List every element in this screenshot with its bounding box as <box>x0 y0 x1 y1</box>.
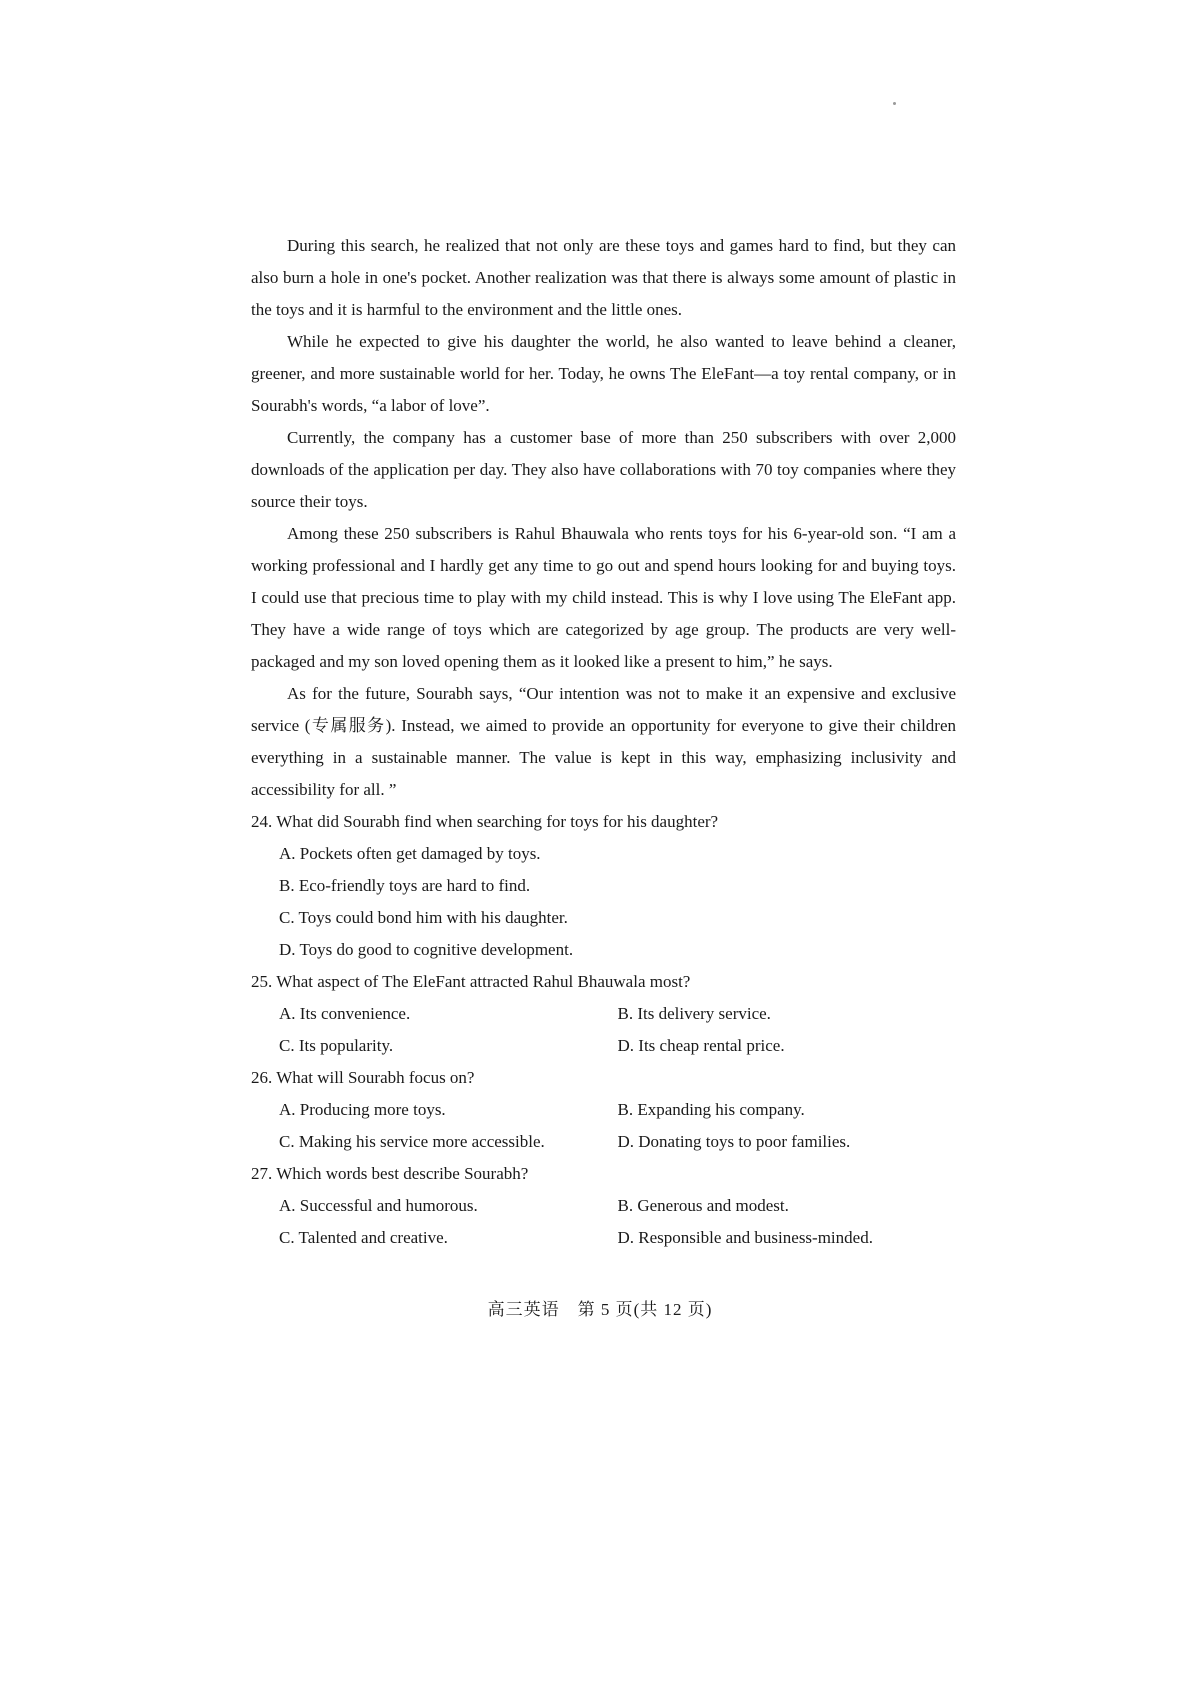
option-row <box>251 1126 956 1158</box>
question-24 <box>251 806 956 966</box>
option-c: C. Talented and creative. <box>279 1228 448 1247</box>
option-d: D. Toys do good to cognitive development. <box>279 940 574 959</box>
option-c: C. Toys could bond him with his daughter. <box>279 908 568 927</box>
option-d: D. Responsible and business-minded. <box>617 1228 873 1247</box>
option-a: A. Pockets often get damaged by toys. <box>279 844 541 863</box>
option-row <box>251 1222 956 1254</box>
option-c: C. Its popularity. <box>279 1036 394 1055</box>
question-26 <box>251 1062 956 1158</box>
passage-paragraph-5: As for the future, Sourabh says, “Our intention was not to make it an expensive and exclusive service (专属服务). Instead, we aimed to provide an opportunity for everyone to give their children everything in a sustainable manner. The value is kept in this way, emphasizing inclusivity and accessibility for all. ” <box>251 684 956 799</box>
option-d: D. Donating toys to poor families. <box>617 1132 851 1151</box>
option-b: B. Expanding his company. <box>617 1100 805 1119</box>
option-a: A. Its convenience. <box>279 1004 411 1023</box>
question-27 <box>251 1158 956 1254</box>
question-stem: 26. What will Sourabh focus on? <box>251 1068 475 1087</box>
option-b: B. Generous and modest. <box>617 1196 789 1215</box>
option-a: A. Producing more toys. <box>279 1100 446 1119</box>
scan-speck <box>893 102 896 105</box>
passage-paragraph-4: Among these 250 subscribers is Rahul Bhauwala who rents toys for his 6-year-old son. “I am a working professional and I hardly get any time to go out and spend hours looking for and buying toys. I could use that precious time to play with my child instead. This is why I love using The EleFant app. They have a wide range of toys which are categorized by age group. The products are very well-packaged and my son loved opening them as it looked like a present to him,” he says. <box>251 524 956 671</box>
option-d: D. Its cheap rental price. <box>617 1036 785 1055</box>
question-stem: 25. What aspect of The EleFant attracted Rahul Bhauwala most? <box>251 972 691 991</box>
option-row <box>251 1190 956 1222</box>
reading-passage <box>251 230 956 1254</box>
question-stem: 27. Which words best describe Sourabh? <box>251 1164 529 1183</box>
option-row <box>251 998 956 1030</box>
option-b: B. Eco-friendly toys are hard to find. <box>279 876 531 895</box>
question-stem: 24. What did Sourabh find when searching for toys for his daughter? <box>251 812 719 831</box>
option-row <box>251 1094 956 1126</box>
option-b: B. Its delivery service. <box>617 1004 771 1023</box>
passage-paragraph-1: During this search, he realized that not only are these toys and games hard to find, but they can also burn a hole in one's pocket. Another realization was that there is always some amount of plastic in the toys and it is harmful to the environment and the little ones. <box>251 236 956 319</box>
option-c: C. Making his service more accessible. <box>279 1132 545 1151</box>
page-footer: 高三英语 第 5 页(共 12 页) <box>487 1300 713 1319</box>
option-a: A. Successful and humorous. <box>279 1196 478 1215</box>
question-25 <box>251 966 956 1062</box>
passage-paragraph-2: While he expected to give his daughter the world, he also wanted to leave behind a cleaner, greener, and more sustainable world for her. Today, he owns The EleFant—a toy rental company, or in Sourabh's words, “a labor of love”. <box>251 332 956 415</box>
passage-paragraph-3: Currently, the company has a customer base of more than 250 subscribers with over 2,000 downloads of the application per day. They also have collaborations with 70 toy companies where they source their toys. <box>251 428 956 511</box>
option-row <box>251 1030 956 1062</box>
